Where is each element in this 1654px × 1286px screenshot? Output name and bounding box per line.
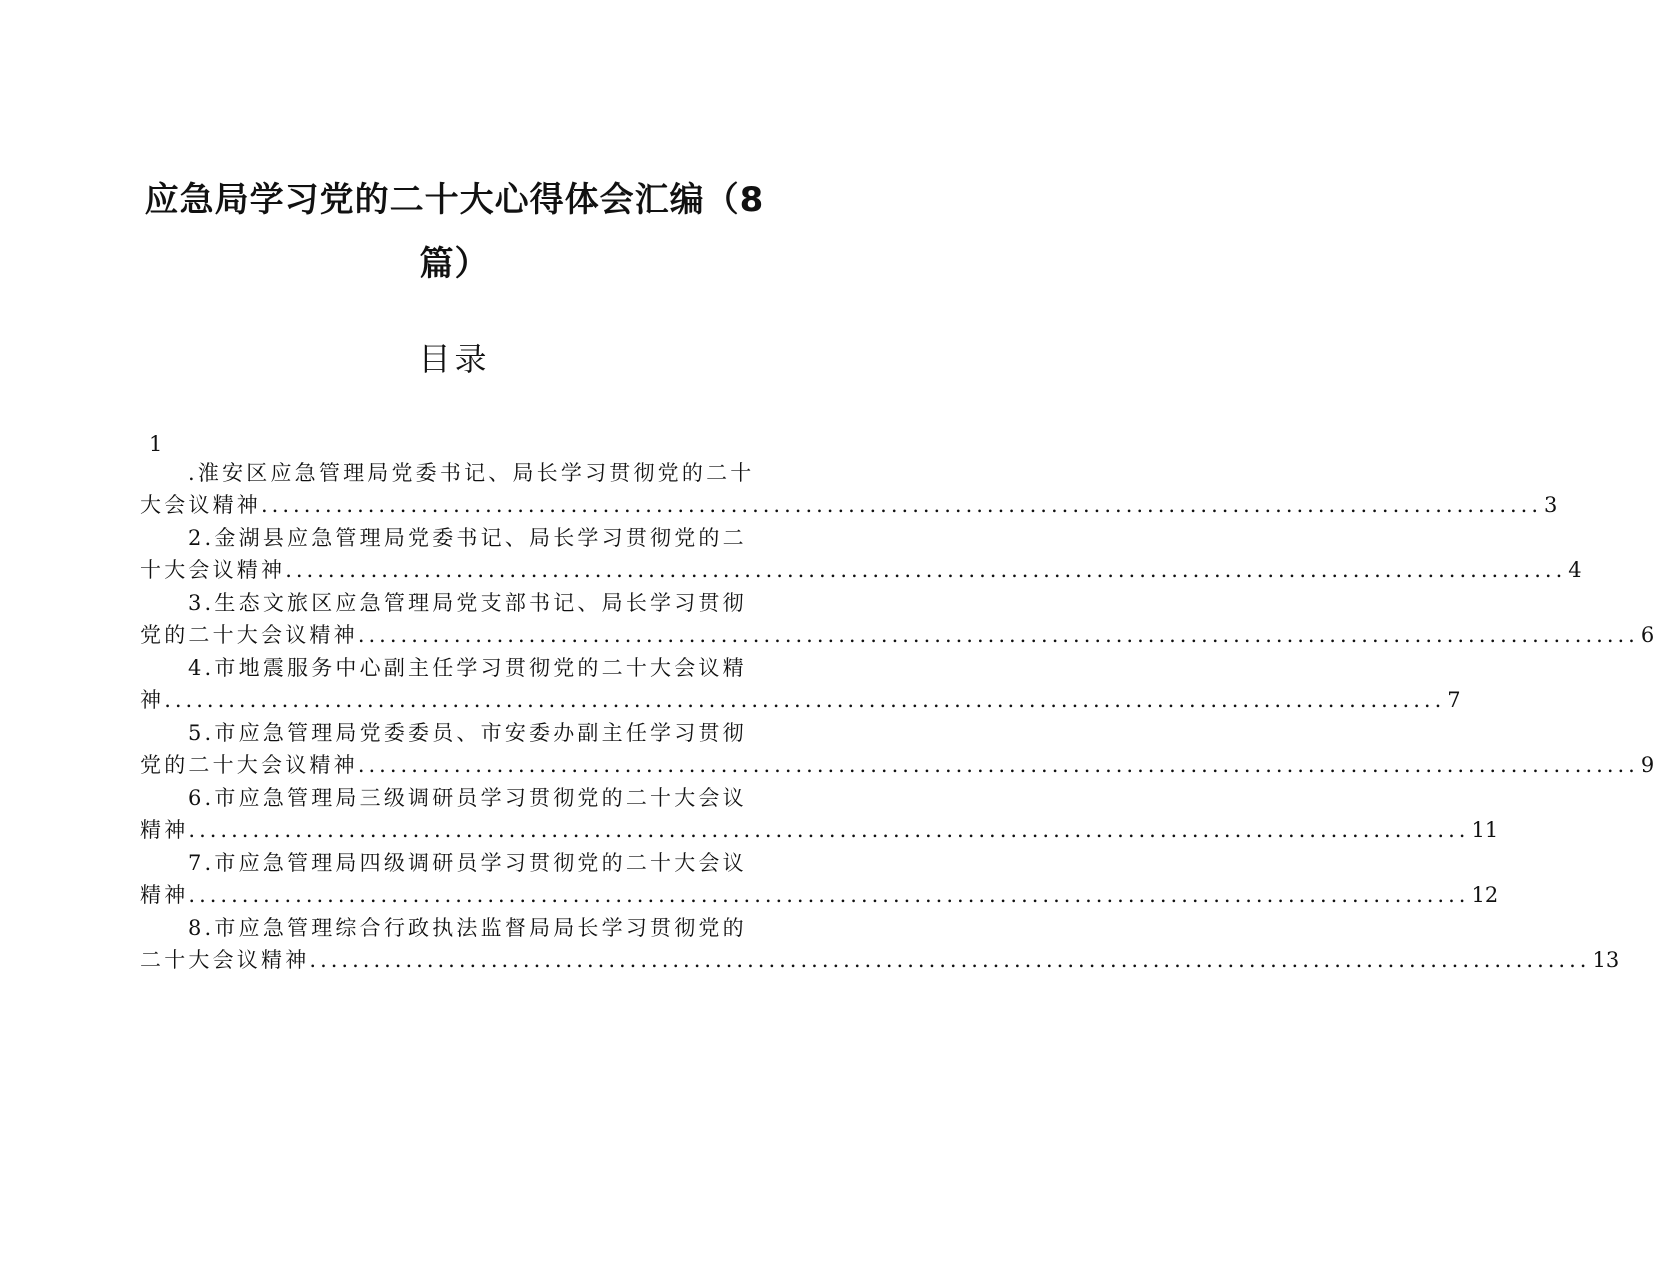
toc-entry-title-continued: 二十大会议精神 — [140, 948, 310, 972]
toc-entry-7[interactable] — [140, 847, 1499, 912]
toc-page-number: 13 — [1592, 948, 1620, 972]
toc-entry-4[interactable] — [140, 652, 1461, 717]
toc-entry-title-continued: 神 — [140, 688, 165, 712]
toc-entry-title: 5.市应急管理局党委委员、市安委办副主任学习贯彻 — [188, 721, 747, 745]
toc-entry-1[interactable] — [140, 457, 1558, 522]
toc-entry-title: .淮安区应急管理局党委书记、局长学习贯彻党的二十 — [188, 461, 755, 485]
dot-leader: ........................................................................................................................ — [357, 753, 1639, 777]
toc-entry-6[interactable] — [140, 782, 1499, 847]
document-title-line-1: 应急局学习党的二十大心得体会汇编（8 — [144, 180, 765, 220]
document-title-line-2: 篇） — [419, 244, 490, 284]
toc-entry-title: 2.金湖县应急管理局党委书记、局长学习贯彻党的二 — [188, 526, 747, 550]
toc-page-number: 3 — [1544, 493, 1558, 517]
toc-page-number: 7 — [1447, 688, 1461, 712]
toc-entry-title-continued: 党的二十大会议精神 — [140, 753, 358, 777]
dot-leader: ........................................................................................................................ — [261, 493, 1543, 517]
toc-entry-3[interactable] — [140, 587, 1654, 652]
dot-leader: ........................................................................................................................ — [164, 688, 1446, 712]
dot-leader: ........................................................................................................................ — [309, 948, 1591, 972]
document-title — [100, 168, 809, 296]
dot-leader: ........................................................................................................................ — [357, 623, 1639, 647]
toc-entry-title: 8.市应急管理综合行政执法监督局局长学习贯彻党的 — [188, 916, 747, 940]
toc-page-number: 11 — [1471, 818, 1499, 842]
toc-heading: 目录 — [418, 340, 491, 378]
toc-entry-title-continued: 大会议精神 — [140, 493, 261, 517]
stray-number: 1 — [149, 432, 163, 456]
dot-leader: ........................................................................................................................ — [188, 883, 1470, 907]
dot-leader: ........................................................................................................................ — [285, 558, 1567, 582]
table-of-contents — [140, 457, 1654, 977]
toc-entry-title-continued: 精神 — [140, 883, 189, 907]
toc-entry-title-continued: 精神 — [140, 818, 189, 842]
toc-entry-title-continued: 党的二十大会议精神 — [140, 623, 358, 647]
toc-page-number: 9 — [1640, 753, 1654, 777]
toc-entry-title: 6.市应急管理局三级调研员学习贯彻党的二十大会议 — [188, 786, 747, 810]
toc-entry-title-continued: 十大会议精神 — [140, 558, 286, 582]
toc-entry-2[interactable] — [140, 522, 1582, 587]
toc-entry-title: 4.市地震服务中心副主任学习贯彻党的二十大会议精 — [188, 656, 747, 680]
dot-leader: ........................................................................................................................ — [188, 818, 1470, 842]
toc-page-number: 12 — [1471, 883, 1499, 907]
toc-entry-5[interactable] — [140, 717, 1654, 782]
toc-entry-title: 7.市应急管理局四级调研员学习贯彻党的二十大会议 — [188, 851, 747, 875]
toc-entry-8[interactable] — [140, 912, 1620, 977]
toc-page-number: 6 — [1640, 623, 1654, 647]
toc-entry-title: 3.生态文旅区应急管理局党支部书记、局长学习贯彻 — [188, 591, 747, 615]
toc-page-number: 4 — [1568, 558, 1582, 582]
